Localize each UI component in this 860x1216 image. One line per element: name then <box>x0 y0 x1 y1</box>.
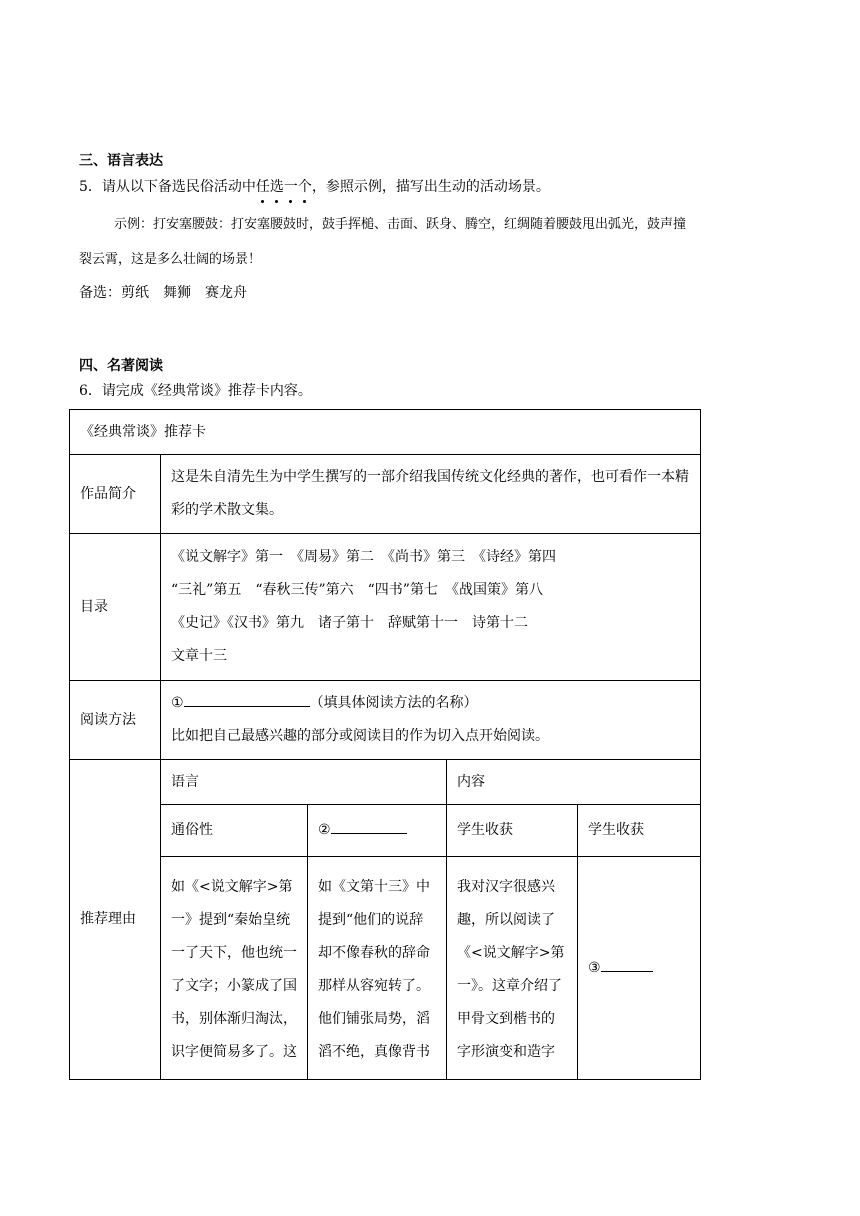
toc-label: 目录 <box>70 534 161 681</box>
example-text-1: 如《<说文解字>第一》提到“秦始皇统一了天下，他也统一了文字；小篆成了国书，别体渐归淘汰，识字便简易多了。这 <box>171 879 297 1060</box>
blank-3-number: ③ <box>588 959 601 976</box>
method-cell <box>161 681 701 760</box>
example-text-2: 如《文第十三》中提到“他们的说辞却不像春秋的辞命那样从容宛转了。他们铺张局势，滔滔不绝，真像背书 <box>318 879 430 1060</box>
method-label: 阅读方法 <box>70 681 161 760</box>
intro-label: 作品简介 <box>70 455 161 534</box>
options-line: 备选：剪纸 舞狮 赛龙舟 <box>79 285 247 301</box>
method-answer-blank[interactable] <box>184 692 310 707</box>
method-number: ① <box>171 695 184 711</box>
method-text: 比如把自己最感兴趣的部分或阅读目的作为切入点开始阅读。 <box>171 728 549 744</box>
recommendation-card-table <box>69 409 701 1080</box>
toc-line: 《史记》《汉书》第九 诸子第十 辞赋第十一 诗第十二 <box>171 615 528 631</box>
toc-cell <box>161 534 701 681</box>
intro-text: 这是朱自清先生为中学生撰写的一部介绍我国传统文化经典的著作，也可看作一本精彩的学术散文集。 <box>171 469 689 518</box>
reason-label: 推荐理由 <box>70 760 161 1080</box>
language-header: 语言 <box>161 760 447 805</box>
blank-3-cell <box>578 857 701 1080</box>
card-title: 《经典常谈》推荐卡 <box>70 410 701 455</box>
example-cell-2 <box>308 857 447 1080</box>
question-6: 6．请完成《经典常谈》推荐卡内容。 <box>79 383 312 399</box>
section-heading-classics: 四、名著阅读 <box>79 358 163 374</box>
example-cell-1 <box>161 857 308 1080</box>
example-line-1: 示例：打安塞腰鼓：打安塞腰鼓时，鼓手挥槌、击面、跃身、腾空，红绸随着腰鼓甩出弧光，鼓声撞 <box>114 217 687 232</box>
method-hint: （填具体阅读方法的名称） <box>309 695 478 711</box>
blank-2-number: ② <box>318 822 331 838</box>
method-blank-line <box>171 687 690 720</box>
example-cell-3 <box>447 857 578 1080</box>
toc-line: “三礼”第五 “春秋三传”第六 “四书”第七 《战国策》第八 <box>171 582 543 598</box>
student-gain-header-2: 学生收获 <box>578 805 701 857</box>
toc-line: 文章十三 <box>171 648 227 664</box>
student-gain-header: 学生收获 <box>447 805 578 857</box>
content-header: 内容 <box>447 760 701 805</box>
toc-line: 《说文解字》第一 《周易》第二 《尚书》第三 《诗经》第四 <box>171 549 556 565</box>
emphasis-char: 选 <box>270 176 284 196</box>
emphasis-char: 个 <box>298 176 312 196</box>
blank-2-cell <box>308 805 447 857</box>
section-heading-language: 三、语言表达 <box>79 153 163 169</box>
intro-cell <box>161 455 701 534</box>
popularity-header: 通俗性 <box>161 805 308 857</box>
emphasis-char: 任 <box>256 176 270 196</box>
language-answer-blank[interactable] <box>331 819 407 834</box>
question-5 <box>79 176 550 196</box>
example-line-2: 裂云霄，这是多么壮阔的场景！ <box>79 252 262 267</box>
emphasis-char: 一 <box>284 176 298 196</box>
question-5-pre: 5．请从以下备选民俗活动中 <box>79 179 256 195</box>
example-text-3: 我对汉字很感兴趣，所以阅读了《<说文解字>第一》。这章介绍了甲骨文到楷书的字形演变和造字 <box>457 879 565 1060</box>
question-5-post: ，参照示例，描写出生动的活动场景。 <box>311 179 550 195</box>
gain-answer-blank[interactable] <box>601 957 653 972</box>
